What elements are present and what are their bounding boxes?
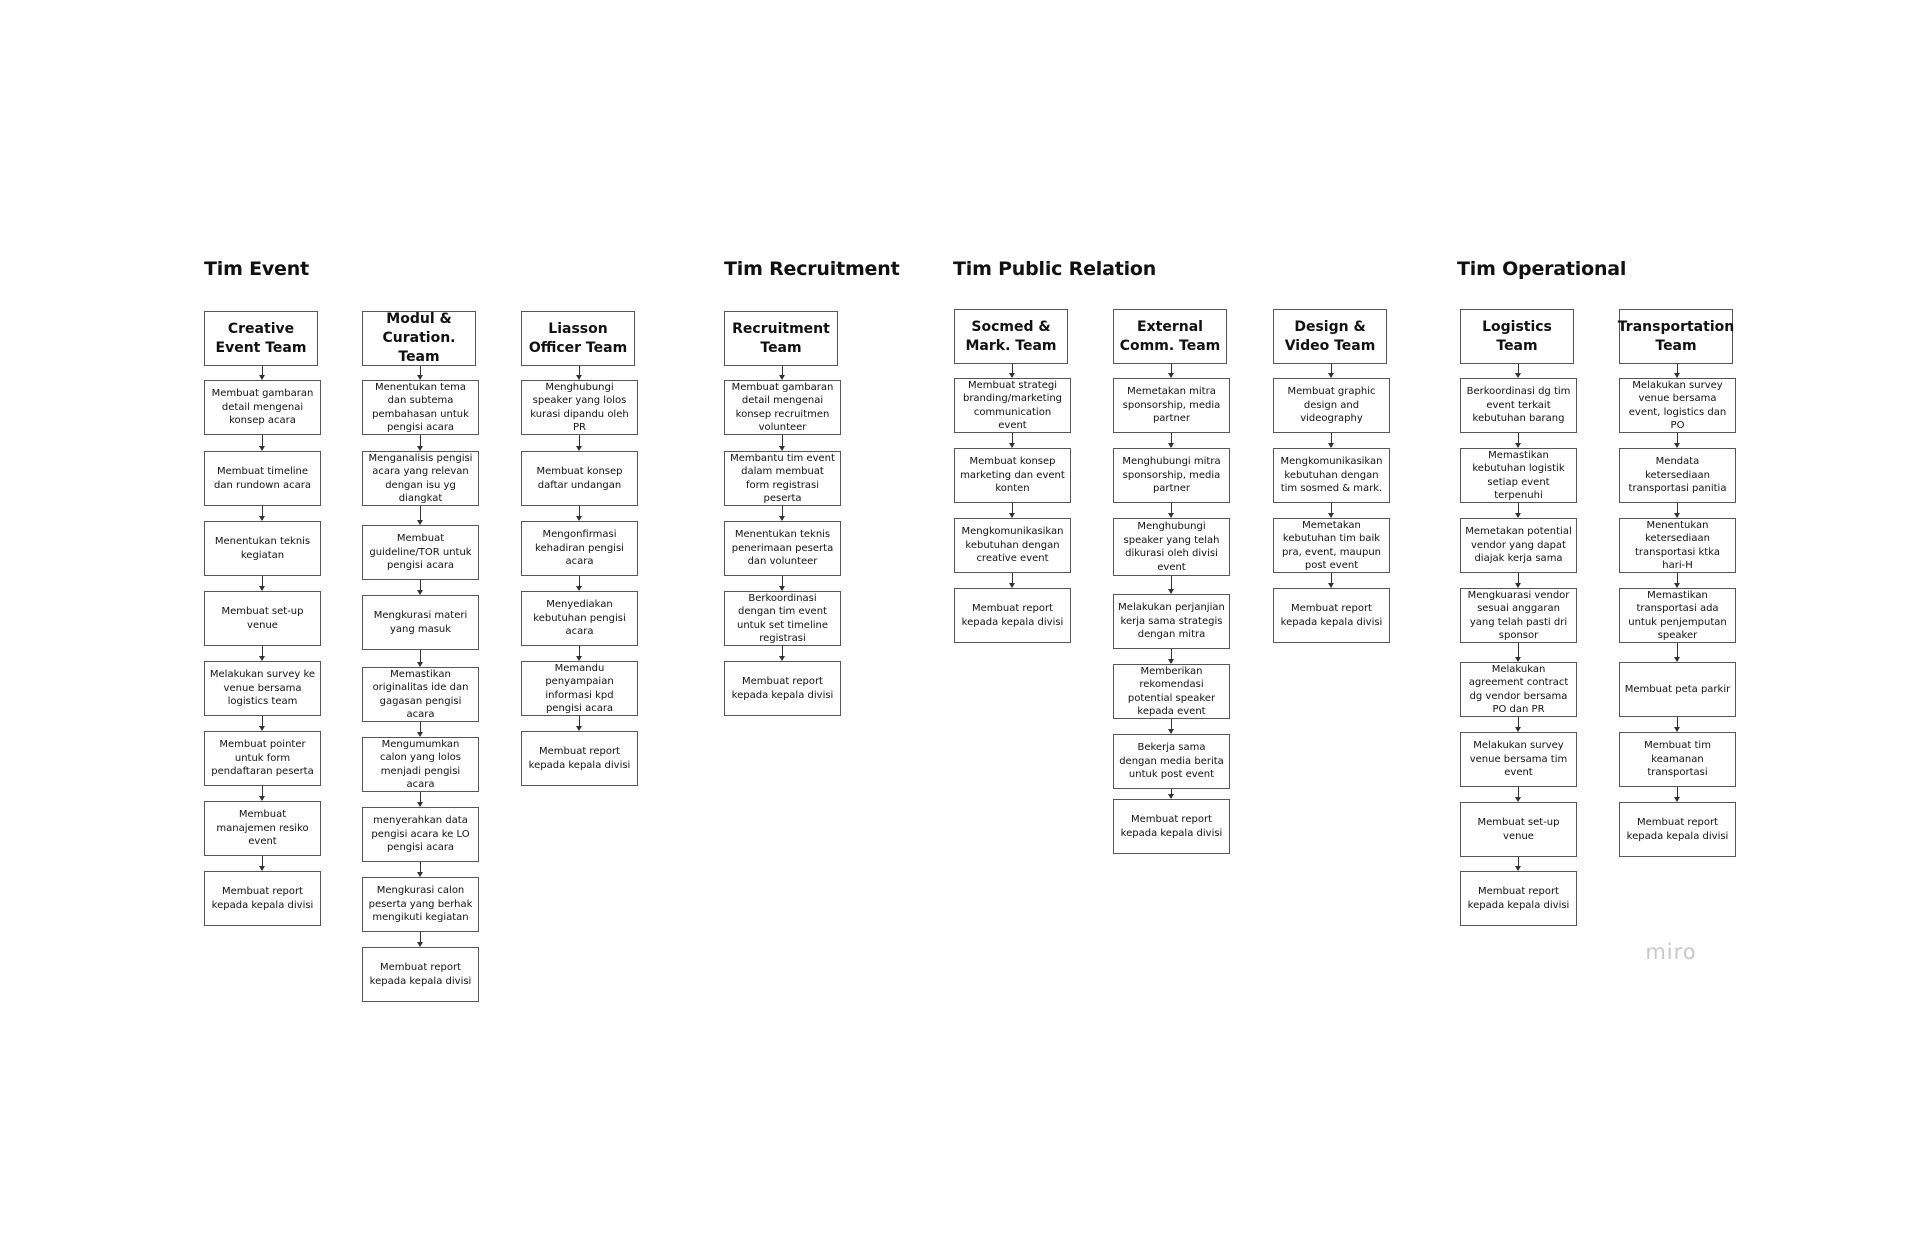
flow-arrow [262, 786, 263, 800]
flow-arrow [1331, 433, 1332, 447]
team-header[interactable]: Socmed & Mark. Team [954, 309, 1068, 364]
task-box[interactable]: Membuat report kepada kepala divisi [1619, 802, 1736, 857]
task-box[interactable]: Melakukan survey venue bersama tim event [1460, 732, 1577, 787]
team-header[interactable]: Recruitment Team [724, 311, 838, 366]
task-box[interactable]: Memetakan potential vendor yang dapat diajak kerja sama [1460, 518, 1577, 573]
flow-arrow [1012, 573, 1013, 587]
flow-arrow [782, 576, 783, 590]
flow-arrow [1171, 576, 1172, 593]
task-box[interactable]: Bekerja sama dengan media berita untuk post event [1113, 734, 1230, 789]
task-box[interactable]: Mengkurasi calon peserta yang berhak mengikuti kegiatan [362, 877, 479, 932]
task-box[interactable]: Berkoordinasi dg tim event terkait kebutuhan barang [1460, 378, 1577, 433]
task-box[interactable]: Membuat report kepada kepala divisi [954, 588, 1071, 643]
miro-logo: miro [1645, 940, 1697, 964]
task-box[interactable]: Menghubungi speaker yang telah dikurasi oleh divisi event [1113, 518, 1230, 576]
task-box[interactable]: Membuat report kepada kepala divisi [362, 947, 479, 1002]
flow-arrow [1331, 573, 1332, 587]
task-box[interactable]: Mendata ketersediaan transportasi panitia [1619, 448, 1736, 503]
task-box[interactable]: Memetakan mitra sponsorship, media partner [1113, 378, 1230, 433]
team-header[interactable]: Modul & Curation. Team [362, 311, 476, 366]
flow-arrow [1518, 857, 1519, 870]
flow-arrow [420, 932, 421, 946]
team-header[interactable]: Design & Video Team [1273, 309, 1387, 364]
flow-arrow [1677, 643, 1678, 661]
flow-arrow [1012, 364, 1013, 377]
flow-arrow [262, 716, 263, 730]
task-box[interactable]: Membuat timeline dan rundown acara [204, 451, 321, 506]
task-box[interactable]: Membuat gambaran detail mengenai konsep acara [204, 380, 321, 435]
flow-arrow [782, 435, 783, 450]
flow-arrow [782, 646, 783, 660]
task-box[interactable]: Menentukan teknis penerimaan peserta dan volunteer [724, 521, 841, 576]
task-box[interactable]: Melakukan perjanjian kerja sama strategis dengan mitra [1113, 594, 1230, 649]
task-box[interactable]: Menentukan tema dan subtema pembahasan untuk pengisi acara [362, 380, 479, 435]
task-box[interactable]: Menentukan ketersediaan transportasi ktka hari-H [1619, 518, 1736, 573]
section-title: Tim Public Relation [953, 258, 1157, 280]
flow-arrow [262, 366, 263, 379]
flow-arrow [1518, 573, 1519, 587]
flow-arrow [1677, 433, 1678, 447]
flow-arrow [420, 650, 421, 666]
flow-arrow [579, 366, 580, 379]
flow-arrow [1171, 433, 1172, 447]
flow-arrow [420, 862, 421, 876]
task-box[interactable]: Menghubungi speaker yang lolos kurasi dipandu oleh PR [521, 380, 638, 435]
flow-arrow [579, 716, 580, 730]
flow-arrow [579, 435, 580, 450]
task-box[interactable]: Mengkuarasi vendor sesuai anggaran yang telah pasti dri sponsor [1460, 588, 1577, 643]
team-header[interactable]: Logistics Team [1460, 309, 1574, 364]
flow-arrow [1171, 503, 1172, 517]
flow-arrow [420, 580, 421, 594]
flow-arrow [782, 506, 783, 520]
flow-arrow [1677, 787, 1678, 801]
team-header[interactable]: Transportation Team [1619, 309, 1733, 364]
flow-arrow [420, 506, 421, 524]
flow-arrow [262, 435, 263, 450]
flow-arrow [1518, 787, 1519, 801]
section-title: Tim Operational [1457, 258, 1627, 280]
flow-arrow [1331, 364, 1332, 377]
task-box[interactable]: Menentukan teknis kegiatan [204, 521, 321, 576]
task-box[interactable]: Menyediakan kebutuhan pengisi acara [521, 591, 638, 646]
flow-arrow [420, 366, 421, 379]
task-box[interactable]: Mengkomunikasikan kebutuhan dengan tim sosmed & mark. [1273, 448, 1390, 503]
flow-arrow [1677, 717, 1678, 731]
flow-arrow [262, 646, 263, 660]
section-title: Tim Event [204, 258, 309, 280]
task-box[interactable]: Membuat graphic design and videography [1273, 378, 1390, 433]
task-box[interactable]: Menganalisis pengisi acara yang relevan dengan isu yg diangkat [362, 451, 479, 506]
task-box[interactable]: Membuat set-up venue [1460, 802, 1577, 857]
task-box[interactable]: Memastikan originalitas ide dan gagasan pengisi acara [362, 667, 479, 722]
flow-arrow [1518, 433, 1519, 447]
flow-arrow [1171, 789, 1172, 798]
task-box[interactable]: Memetakan kebutuhan tim baik pra, event, maupun post event [1273, 518, 1390, 573]
team-header[interactable]: Liasson Officer Team [521, 311, 635, 366]
flow-arrow [1171, 649, 1172, 663]
task-box[interactable]: Berkoordinasi dengan tim event untuk set timeline registrasi [724, 591, 841, 646]
task-box[interactable]: Mengonfirmasi kehadiran pengisi acara [521, 521, 638, 576]
task-box[interactable]: Membuat report kepada kepala divisi [521, 731, 638, 786]
task-box[interactable]: Membuat report kepada kepala divisi [724, 661, 841, 716]
task-box[interactable]: Menghubungi mitra sponsorship, media partner [1113, 448, 1230, 503]
flow-arrow [1171, 719, 1172, 733]
task-box[interactable]: Membuat manajemen resiko event [204, 801, 321, 856]
task-box[interactable]: Membuat report kepada kepala divisi [1113, 799, 1230, 854]
flow-arrow [262, 856, 263, 870]
flow-arrow [579, 646, 580, 660]
flow-arrow [262, 576, 263, 590]
flow-arrow [420, 435, 421, 450]
task-box[interactable]: Membuat report kepada kepala divisi [204, 871, 321, 926]
task-box[interactable]: Melakukan survey venue bersama event, logistics dan PO [1619, 378, 1736, 433]
flow-arrow [1518, 364, 1519, 377]
task-box[interactable]: Membuat tim keamanan transportasi [1619, 732, 1736, 787]
task-box[interactable]: Melakukan agreement contract dg vendor bersama PO dan PR [1460, 662, 1577, 717]
flow-arrow [1012, 433, 1013, 447]
task-box[interactable]: Memberikan rekomendasi potential speaker kepada event [1113, 664, 1230, 719]
task-box[interactable]: menyerahkan data pengisi acara ke LO pengisi acara [362, 807, 479, 862]
flow-arrow [420, 722, 421, 736]
task-box[interactable]: Mengkurasi materi yang masuk [362, 595, 479, 650]
flow-arrow [262, 506, 263, 520]
team-header[interactable]: External Comm. Team [1113, 309, 1227, 364]
task-box[interactable]: Mengkomunikasikan kebutuhan dengan creative event [954, 518, 1071, 573]
team-header[interactable]: Creative Event Team [204, 311, 318, 366]
task-box[interactable]: Membuat strategi branding/marketing communication event [954, 378, 1071, 433]
task-box[interactable]: Memastikan transportasi ada untuk penjemputan speaker [1619, 588, 1736, 643]
task-box[interactable]: Membuat report kepada kepala divisi [1273, 588, 1390, 643]
task-box[interactable]: Mengumumkan calon yang lolos menjadi pengisi acara [362, 737, 479, 792]
flow-arrow [1518, 643, 1519, 661]
task-box[interactable]: Melakukan survey ke venue bersama logistics team [204, 661, 321, 716]
task-box[interactable]: Memastikan kebutuhan logistik setiap event terpenuhi [1460, 448, 1577, 503]
flow-arrow [1171, 364, 1172, 377]
task-box[interactable]: Membuat pointer untuk form pendaftaran peserta [204, 731, 321, 786]
flow-arrow [579, 506, 580, 520]
task-box[interactable]: Memandu penyampaian informasi kpd pengisi acara [521, 661, 638, 716]
task-box[interactable]: Membuat gambaran detail mengenai konsep recruitmen volunteer [724, 380, 841, 435]
flow-arrow [1677, 503, 1678, 517]
flow-arrow [1518, 503, 1519, 517]
task-box[interactable]: Membuat konsep marketing dan event konten [954, 448, 1071, 503]
task-box[interactable]: Membuat set-up venue [204, 591, 321, 646]
task-box[interactable]: Membuat peta parkir [1619, 662, 1736, 717]
flow-arrow [420, 792, 421, 806]
flow-arrow [1012, 503, 1013, 517]
section-title: Tim Recruitment [724, 258, 900, 280]
task-box[interactable]: Membuat guideline/TOR untuk pengisi acara [362, 525, 479, 580]
flow-arrow [1677, 573, 1678, 587]
flow-arrow [579, 576, 580, 590]
flow-arrow [1331, 503, 1332, 517]
flow-arrow [782, 366, 783, 379]
task-box[interactable]: Membuat konsep daftar undangan [521, 451, 638, 506]
task-box[interactable]: Membantu tim event dalam membuat form registrasi peserta [724, 451, 841, 506]
flow-arrow [1518, 717, 1519, 731]
task-box[interactable]: Membuat report kepada kepala divisi [1460, 871, 1577, 926]
flow-arrow [1677, 364, 1678, 377]
